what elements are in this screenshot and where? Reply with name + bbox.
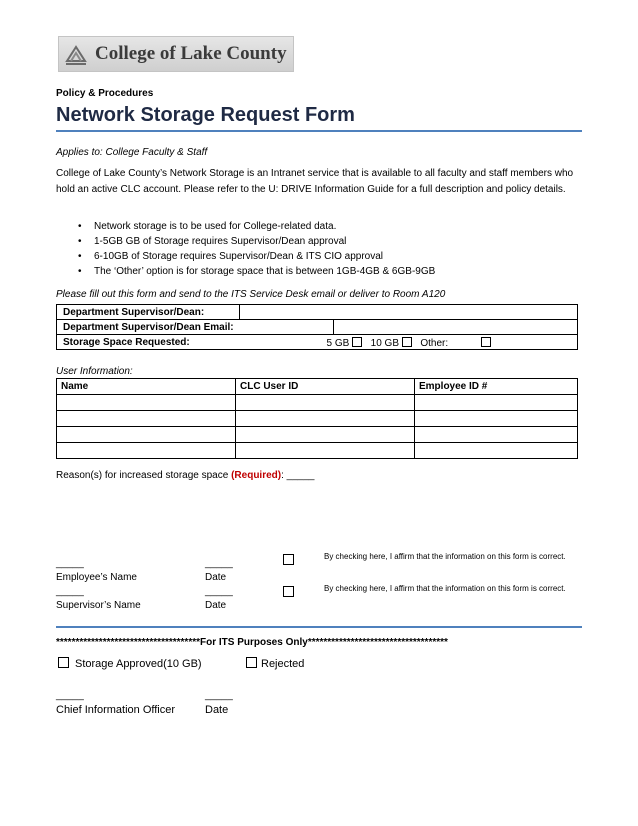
supervisor-signature-blank[interactable]: _____: [56, 586, 84, 597]
submission-instructions: Please fill out this form and send to the ITS Service Desk email or deliver to Room A120: [56, 289, 446, 300]
option-other-label: Other:: [420, 337, 449, 349]
supervisor-affirm-checkbox[interactable]: [283, 586, 294, 597]
request-table: [56, 304, 578, 350]
supervisor-label: Department Supervisor/Dean:: [57, 305, 240, 320]
logo-text: College of Lake County: [95, 43, 287, 64]
option-10gb-checkbox[interactable]: [402, 337, 412, 347]
employee-id-cell[interactable]: [415, 395, 578, 411]
table-row: [57, 427, 578, 443]
table-row: [57, 320, 578, 335]
section-divider: [56, 626, 582, 628]
page-title: Network Storage Request Form: [56, 104, 355, 126]
employee-name-label: Employee’s Name: [56, 572, 137, 583]
cio-date-label: Date: [205, 704, 229, 716]
user-id-cell[interactable]: [236, 427, 415, 443]
supervisor-date-label: Date: [205, 600, 227, 611]
employee-id-cell[interactable]: [415, 443, 578, 459]
column-header-employee-id: Employee ID #: [415, 379, 578, 395]
employee-id-cell[interactable]: [415, 411, 578, 427]
storage-row: [57, 335, 578, 350]
column-header-clc-user-id: CLC User ID: [236, 379, 415, 395]
required-marker: (Required): [231, 470, 282, 481]
employee-date-label: Date: [205, 572, 227, 583]
supervisor-name-label: Supervisor’s Name: [56, 600, 141, 611]
list-item: • 1-5GB GB of Storage requires Supervisor/Dean approval: [78, 234, 578, 249]
employee-id-cell[interactable]: [415, 427, 578, 443]
college-logo: [58, 36, 294, 72]
supervisor-field[interactable]: [240, 305, 578, 320]
user-id-cell[interactable]: [236, 395, 415, 411]
employee-date-blank[interactable]: _____: [205, 558, 233, 569]
rejected-checkbox[interactable]: [246, 657, 257, 668]
stars-right: ************************************: [307, 637, 448, 648]
table-row: [57, 395, 578, 411]
name-cell[interactable]: [57, 443, 236, 459]
cio-label: Chief Information Officer: [56, 704, 176, 716]
name-cell[interactable]: [57, 395, 236, 411]
user-id-cell[interactable]: [236, 443, 415, 459]
table-row: [57, 379, 578, 395]
employee-signature-blank[interactable]: _____: [56, 558, 84, 569]
name-cell[interactable]: [57, 427, 236, 443]
its-section-divider: [56, 637, 582, 648]
supervisor-date-blank[interactable]: _____: [205, 586, 233, 597]
supervisor-email-field[interactable]: [333, 320, 577, 335]
name-cell[interactable]: [57, 411, 236, 427]
reason-line: [56, 470, 314, 481]
list-item: • Network storage is to be used for College-related data.: [78, 219, 578, 234]
rejected-option: [246, 657, 304, 670]
list-item: • The ‘Other’ option is for storage space that is between 1GB-4GB & 6GB-9GB: [78, 264, 578, 279]
employee-affirm-text: By checking here, I affirm that the information on this form is correct.: [324, 552, 566, 561]
cio-date-blank[interactable]: _____: [205, 690, 233, 701]
table-row: [57, 335, 578, 350]
intro-paragraph: College of Lake County’s Network Storage is an Intranet service that is available to all faculty and staff members who hold an active CLC account. Please refer to the U: DRIVE Information Guide for a full description and policy details.: [56, 168, 574, 195]
approved-label: Storage Approved(10 GB): [75, 658, 202, 670]
supervisor-affirm-text: By checking here, I affirm that the information on this form is correct.: [324, 584, 566, 593]
policy-bullets: [78, 219, 578, 279]
approved-option: [58, 657, 202, 670]
employee-affirm-checkbox[interactable]: [283, 554, 294, 565]
approved-checkbox[interactable]: [58, 657, 69, 668]
option-5gb-label: 5 GB: [326, 337, 350, 349]
supervisor-email-label: Department Supervisor/Dean Email:: [57, 320, 334, 335]
user-info-label: User Information:: [56, 366, 133, 377]
list-item: • 6-10GB of Storage requires Supervisor/Dean & ITS CIO approval: [78, 249, 578, 264]
table-row: [57, 305, 578, 320]
user-info-table: [56, 378, 578, 459]
storage-label: Storage Space Requested:: [63, 336, 190, 348]
column-header-name: Name: [57, 379, 236, 395]
stars-left: *************************************: [56, 637, 200, 648]
college-logo-icon: [63, 41, 89, 67]
title-divider: [56, 130, 582, 132]
option-5gb-checkbox[interactable]: [352, 337, 362, 347]
table-row: [57, 443, 578, 459]
user-id-cell[interactable]: [236, 411, 415, 427]
option-other-checkbox[interactable]: [481, 337, 491, 347]
reason-blank[interactable]: : _____: [281, 470, 315, 481]
option-10gb-label: 10 GB: [370, 337, 399, 349]
its-section-title: For ITS Purposes Only: [200, 637, 308, 648]
rejected-label: Rejected: [261, 658, 305, 670]
storage-options: [327, 337, 491, 349]
reason-label: Reason(s) for increased storage space: [56, 470, 232, 481]
applies-to: Applies to: College Faculty & Staff: [56, 147, 208, 158]
policy-label: Policy & Procedures: [56, 88, 154, 99]
table-row: [57, 411, 578, 427]
cio-signature-blank[interactable]: _____: [56, 690, 84, 701]
